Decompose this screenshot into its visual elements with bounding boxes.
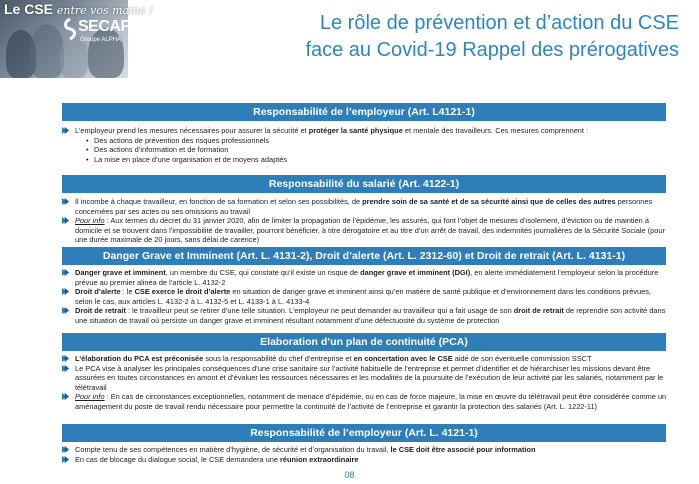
- logo-subtext: Groupe ALPHA: [80, 37, 122, 43]
- title-line-2: face au Covid-19 Rappel des prérogatives: [305, 39, 679, 61]
- paragraph: [72, 392, 668, 411]
- text: , en alerte immédiatement l’employeur selon la procédure prévue au premier alinéa de l’article L. 4132-2: [75, 268, 659, 287]
- text-bold: Droit d’alerte: [75, 287, 121, 297]
- page-title: [179, 10, 679, 64]
- section-danger-body: [72, 268, 668, 326]
- chevron-right-icon: [61, 364, 70, 373]
- text: En cas de blocage du dialogue social, le CSE demandera une: [75, 454, 281, 464]
- section-banner-pca: Elaboration d’un plan de continuité (PCA): [62, 333, 666, 351]
- text: , un membre du CSE, qui constate qu’il existe un risque de: [165, 268, 361, 277]
- paragraph: [72, 126, 668, 136]
- chevron-right-icon: [61, 287, 70, 296]
- section-banner-danger: Danger Grave et Imminent (Art. L. 4131-2), Droit d’alerte (Art. L. 2312-60) et Droit de retrait (Art. L. 4131-1): [62, 247, 666, 265]
- text: L’employeur prend les mesures nécessaires pour assurer la sécurité et: [75, 126, 309, 135]
- info-label: Pour info: [75, 216, 105, 226]
- paragraph: [72, 354, 668, 364]
- section-banner-employer: Responsabilité de l’employeur (Art. L4121-1): [62, 103, 666, 121]
- chevron-right-icon: [61, 126, 70, 135]
- text: : Aux termes du décret du 31 janvier 2020, afin de limiter la propagation de l’épidémie, les assurés, qui font l’objet de mesures d’isolement, d’éviction ou de maintien à domicile et se trouvent dans l’impossibilité de travailler, pourront bénéficier, à titre dérogatoire et au titre d’un arrêt de travail, des indemnités journalières de la Sécurité Sociale (pour une durée maximale de 20 jours, sans délai de carence): [75, 216, 665, 245]
- info-label: Pour info: [75, 392, 105, 402]
- section-employer-2-body: [72, 445, 668, 464]
- text: sous la responsabilité du chef d’entreprise et: [203, 354, 354, 363]
- text-bold: Danger grave et imminent: [75, 268, 166, 277]
- text-bold: prendre soin de sa santé et de sa sécurité ainsi que de celles des autres: [362, 197, 616, 206]
- list-item: • Des actions de prévention des risques professionnels: [72, 136, 668, 146]
- text-bold: protéger la santé physique: [308, 126, 403, 135]
- chevron-right-icon: [61, 197, 70, 206]
- section-employee-body: [72, 197, 668, 245]
- section-banner-employer-2: Responsabilité de l’employeur (Art. L. 4121-1): [62, 424, 666, 442]
- text-bold: danger grave et imminent (DGI): [360, 268, 471, 277]
- section-pca-body: [72, 354, 668, 412]
- text: en situation de danger grave et imminent ainsi qu’en matière de santé publique et d’environnement dans les conditions prévues, selon le cas, aux articles L. 4132-2 à L. 4132-5 et L. 4133-1 à L. 4133-4: [75, 287, 651, 306]
- text-bold: CSE exerce le droit d’alerte: [134, 287, 231, 297]
- logo-text: SECAFI: [78, 18, 134, 35]
- chevron-right-icon: [61, 306, 70, 315]
- text: aidé de son éventuelle commission SSCT: [452, 354, 592, 363]
- text-bold: L’élaboration du PCA est préconisée: [75, 354, 204, 363]
- tagline-italic: entre vos mains !: [56, 4, 154, 17]
- header-photo: [0, 0, 154, 78]
- text: Il incombe à chaque travailleur, en fonction de sa formation et selon ses possibilités, de: [75, 197, 363, 206]
- text: : En cas de circonstances exceptionnelles, notamment de menace d’épidémie, ou en cas de force majeure, la mise en œuvre du télétravail peut être considérée comme un aménagement du poste de travail rendu nécessaire pour permettre la continuité de l’activité de l’entreprise et garantir la protection des salariés (Art. L. 1222-11): [75, 392, 667, 411]
- text: et mentale des travailleurs. Ces mesures comprennent :: [402, 126, 589, 135]
- secafi-logo: [62, 16, 134, 46]
- text: : le travailleur peut se retirer d’une telle situation. L’employeur ne peut demander au travailleur qui a fait usage de son: [125, 306, 514, 316]
- paragraph: [72, 455, 668, 465]
- paragraph: [72, 216, 668, 245]
- logo-swirl-icon: [62, 18, 78, 40]
- text-bold: réunion extraordinaire: [280, 454, 359, 464]
- list-item: • La mise en place d’une organisation et de moyens adaptés: [72, 155, 668, 165]
- paragraph: [72, 306, 668, 325]
- paragraph: [72, 364, 668, 393]
- chevron-right-icon: [61, 354, 70, 363]
- paragraph: [72, 197, 668, 216]
- text: personnes concernées par ses actes ou ses omissions au travail: [75, 197, 653, 216]
- text: de reprendre son activité dans une situation de travail où persiste un danger grave et imminent résultant notamment d’une défectuosité du système de protection: [75, 306, 666, 325]
- chevron-right-icon: [61, 216, 70, 225]
- section-employer-body: [72, 126, 668, 164]
- header: [0, 0, 699, 84]
- section-banner-employee: Responsabilité du salarié (Art. 4122-1): [62, 175, 666, 193]
- tagline-main: Le CSE: [4, 1, 57, 17]
- text-bold: Droit de retrait: [75, 306, 126, 316]
- chevron-right-icon: [61, 445, 70, 454]
- text-bold: droit de retrait: [513, 306, 564, 316]
- paragraph: [72, 268, 668, 287]
- paragraph: [72, 445, 668, 455]
- text-bold: en concertation avec le CSE: [353, 354, 453, 363]
- list-item: • Des actions d’information et de formation: [72, 145, 668, 155]
- text: Le PCA vise à analyser les principales conséquences d’une crise sanitaire sur l’activité habituelle de l’entreprise et permet d’identifier et de hiérarchiser les missions devant être assurées en toutes circonstances en amont et d’évaluer les ressources nécessaires et les modalités de la poursuite de l’exécution de leur activité par les salariés, notamment par le télétravail: [75, 363, 664, 392]
- text: : le: [120, 287, 135, 297]
- title-line-1: Le rôle de prévention et d’action du CSE: [319, 12, 679, 34]
- text: Compte tenu de ses compétences en matière d’hygiène, de sécurité et d’organisation du travail,: [75, 445, 391, 454]
- text-bold: le CSE doit être associé pour information: [390, 445, 536, 454]
- paragraph: [72, 287, 668, 306]
- chevron-right-icon: [61, 455, 70, 464]
- chevron-right-icon: [61, 392, 70, 401]
- tagline: [4, 1, 153, 17]
- chevron-right-icon: [61, 268, 70, 277]
- page-number: 08: [344, 470, 355, 480]
